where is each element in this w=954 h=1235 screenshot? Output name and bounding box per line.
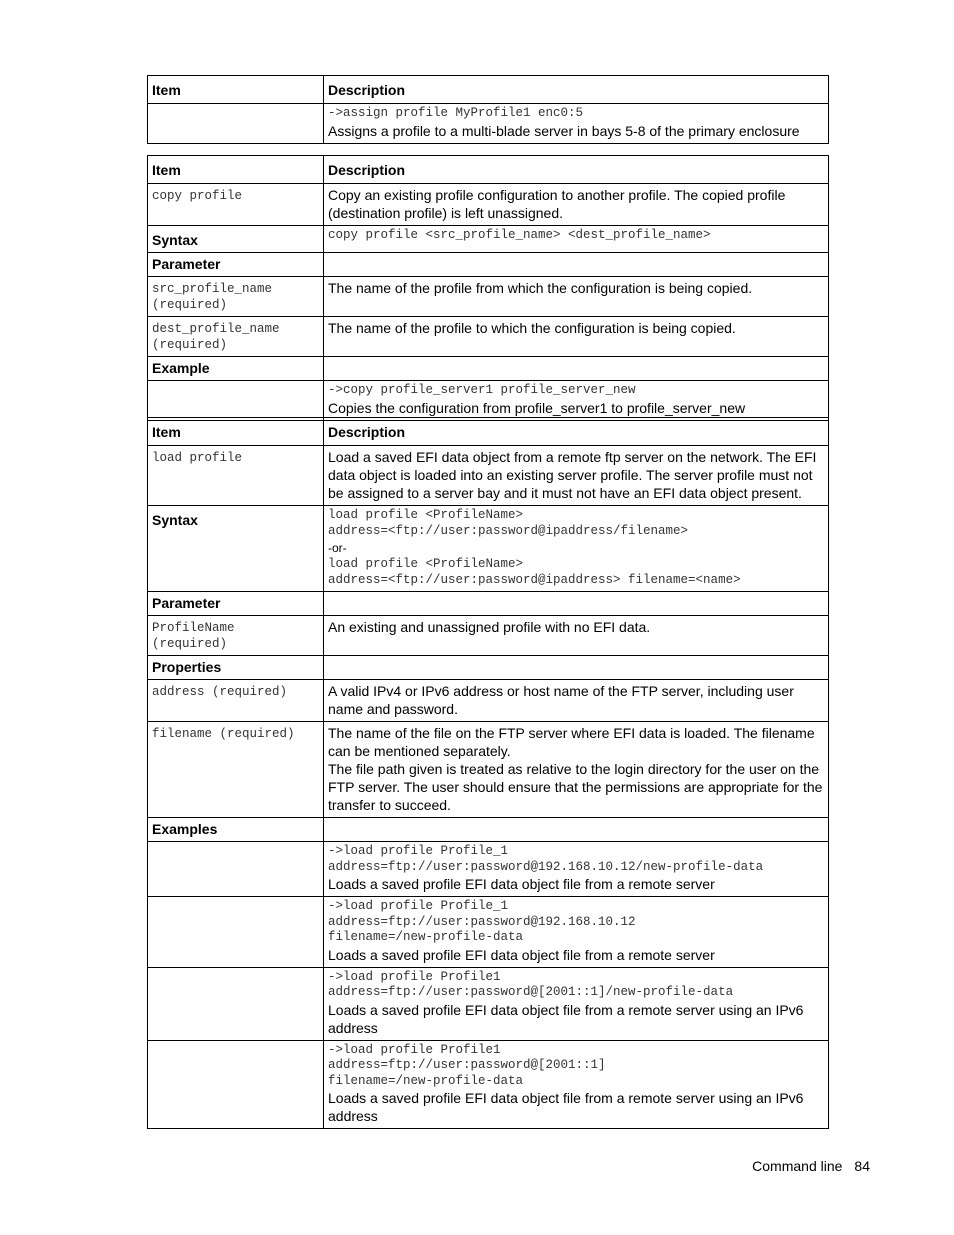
property-description: A valid IPv4 or IPv6 address or host name of the FTP server, including user name and password. <box>328 683 794 717</box>
copy-profile-table <box>147 155 829 421</box>
table-row <box>148 253 829 277</box>
table-row <box>148 616 829 656</box>
example-description: Assigns a profile to a multi-blade server in bays 5-8 of the primary enclosure <box>328 122 800 139</box>
page-number: 84 <box>854 1158 870 1174</box>
header-item: Item <box>148 156 324 184</box>
param-name: dest_profile_name (required) <box>152 322 280 352</box>
parameter-label: Parameter <box>148 253 324 277</box>
example-code: ->assign profile MyProfile1 enc0:5 <box>328 106 584 120</box>
header-description: Description <box>324 76 829 104</box>
command-name: copy profile <box>152 189 243 203</box>
syntax-code: load profile <ProfileName> address=<ftp://user:password@ipaddress/filename> <box>328 508 689 538</box>
table-row <box>148 818 829 842</box>
table-row <box>148 722 829 818</box>
property-description: The name of the file on the FTP server where EFI data is loaded. The filename can be mentioned separately. <box>328 725 815 759</box>
table-row <box>148 680 829 722</box>
example-description: Loads a saved profile EFI data object file from a remote server <box>328 876 715 892</box>
table-row <box>148 277 829 317</box>
property-note: The file path given is treated as relative to the login directory for the user on the FTP server. The user should ensure that the permissions are appropriate for the transfer to succeed. <box>328 761 823 813</box>
example-code: ->copy profile_server1 profile_server_new <box>328 383 636 397</box>
example-description: Loads a saved profile EFI data object file from a remote server <box>328 946 715 963</box>
header-item: Item <box>148 76 324 104</box>
syntax-label: Syntax <box>148 226 324 253</box>
parameter-label: Parameter <box>148 592 324 616</box>
properties-label: Properties <box>148 656 324 680</box>
table-row <box>148 184 829 226</box>
example-code: ->load profile Profile1 address=ftp://user:password@[2001::1] filename=/new-profile-data <box>328 1042 606 1088</box>
table-row <box>148 104 829 144</box>
param-name: ProfileName (required) <box>152 621 235 651</box>
table-row <box>148 226 829 253</box>
example-code: ->load profile Profile_1 address=ftp://user:password@192.168.10.12/new-profile-data <box>328 844 764 874</box>
syntax-code: copy profile <src_profile_name> <dest_profile_name> <box>328 228 711 242</box>
example-description: Loads a saved profile EFI data object file from a remote server using an IPv6 address <box>328 1090 804 1124</box>
header-description: Description <box>324 418 829 446</box>
example-description: Loads a saved profile EFI data object file from a remote server using an IPv6 address <box>328 1001 804 1036</box>
table-row <box>148 897 829 968</box>
example-code: ->load profile Profile1 address=ftp://user:password@[2001::1]/new-profile-data <box>328 969 734 999</box>
table-row <box>148 1040 829 1129</box>
table-row <box>148 381 829 421</box>
examples-label: Examples <box>148 818 324 842</box>
param-description: An existing and unassigned profile with no EFI data. <box>324 616 829 656</box>
command-description: Copy an existing profile configuration to another profile. The copied profile (destination profile) is left unassigned. <box>324 184 829 226</box>
example-description: Copies the configuration from profile_server1 to profile_server_new <box>328 399 746 416</box>
table-row <box>148 656 829 680</box>
syntax-label: Syntax <box>148 506 324 592</box>
header-item: Item <box>148 418 324 446</box>
property-name: address (required) <box>152 685 288 699</box>
row-item <box>148 104 324 144</box>
table-row <box>148 506 829 592</box>
table-row <box>148 592 829 616</box>
header-description: Description <box>324 156 829 184</box>
property-name: filename (required) <box>152 727 295 741</box>
command-name: load profile <box>152 451 243 465</box>
assign-profile-example-table <box>147 75 829 144</box>
param-description: The name of the profile from which the configuration is being copied. <box>324 277 829 317</box>
example-label: Example <box>148 357 324 381</box>
table-row <box>148 967 829 1040</box>
syntax-code: load profile <ProfileName> address=<ftp://user:password@ipaddress> filename=<name> <box>328 557 741 587</box>
param-name: src_profile_name (required) <box>152 282 273 312</box>
table-row <box>148 317 829 357</box>
table-row <box>148 446 829 506</box>
param-description: The name of the profile to which the configuration is being copied. <box>324 317 829 357</box>
load-profile-table <box>147 417 829 1129</box>
page-footer <box>740 1158 870 1174</box>
table-row <box>148 842 829 897</box>
command-description: Load a saved EFI data object from a remote ftp server on the network. The EFI data object is loaded into an existing server profile. The server profile must not be assigned to a server bay and it must not have an EFI data object present. <box>324 446 829 506</box>
syntax-or: -or- <box>328 541 347 555</box>
table-row <box>148 357 829 381</box>
footer-section: Command line <box>752 1158 843 1174</box>
example-code: ->load profile Profile_1 address=ftp://user:password@192.168.10.12 filename=/new-profile-data <box>328 899 636 944</box>
